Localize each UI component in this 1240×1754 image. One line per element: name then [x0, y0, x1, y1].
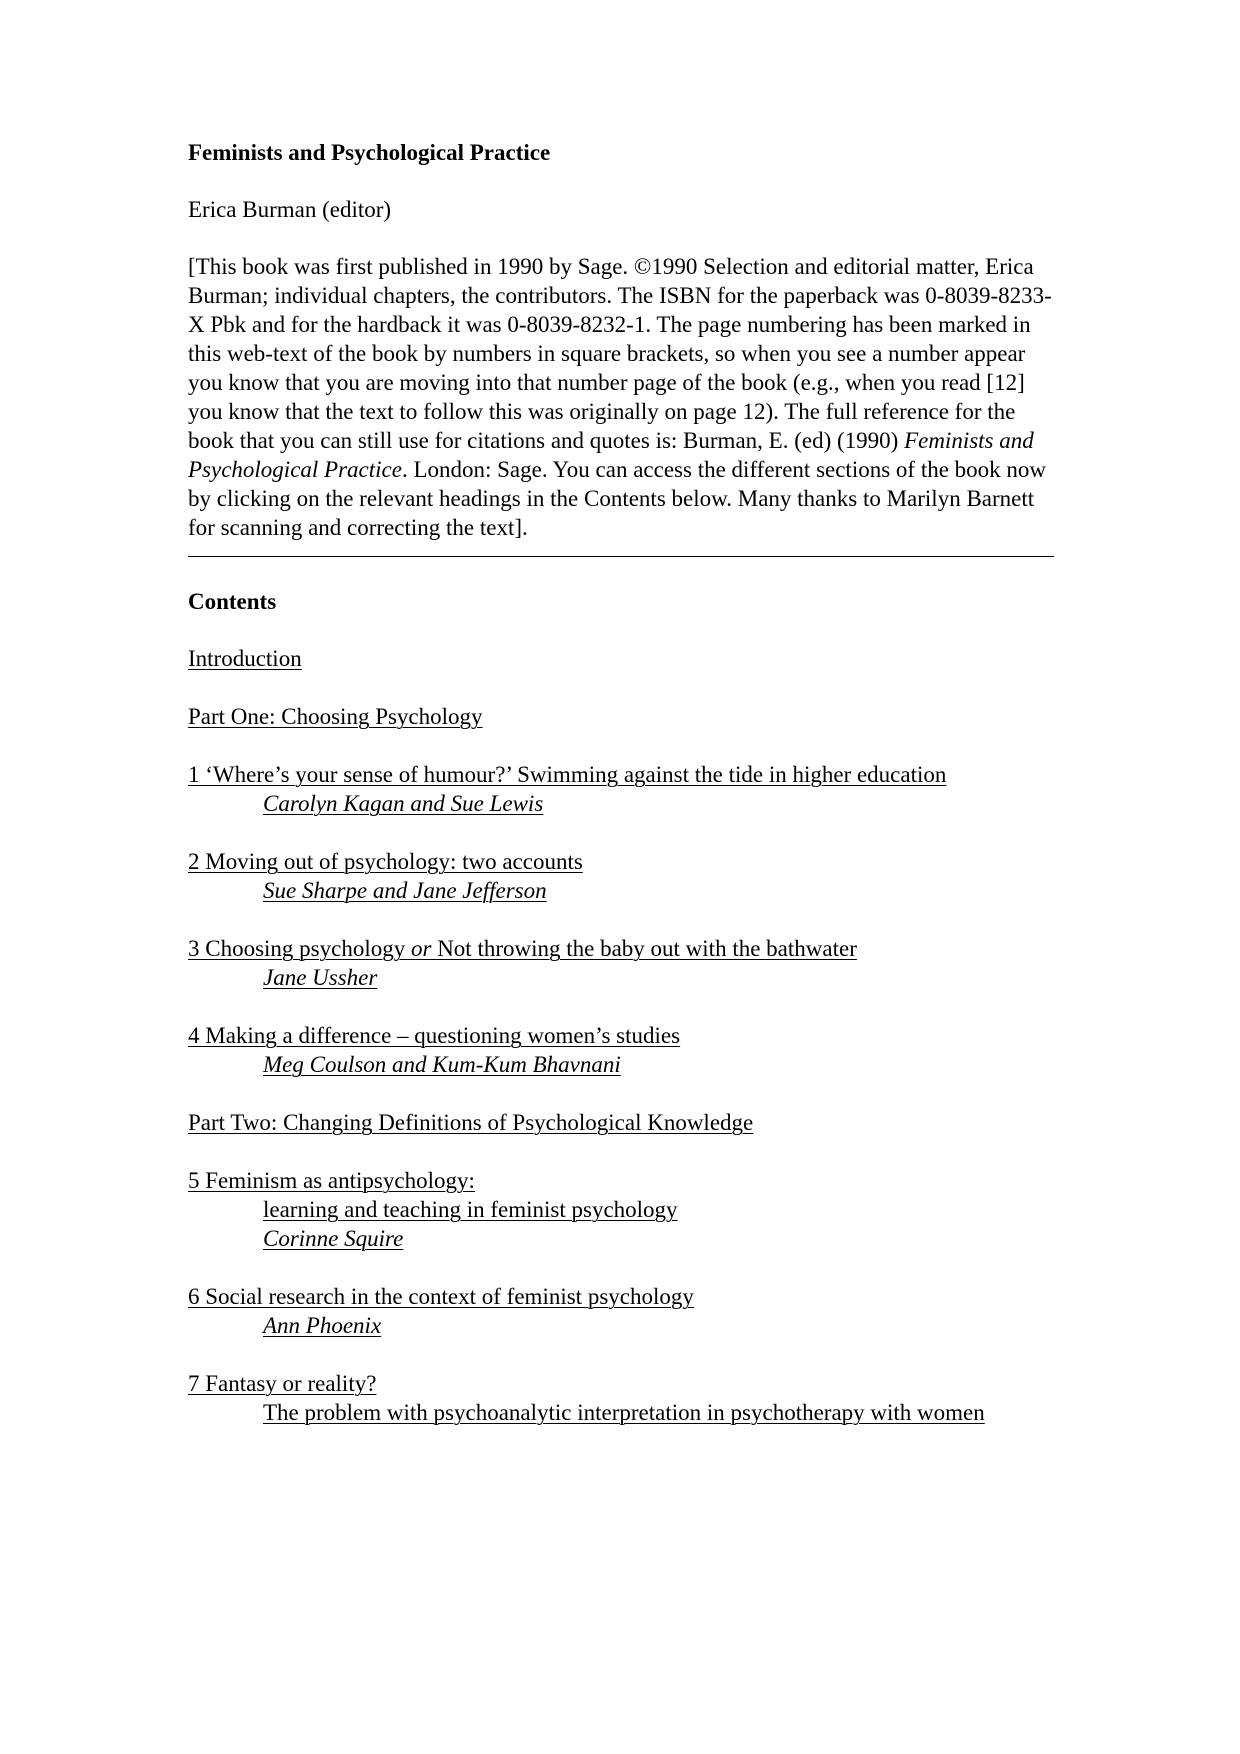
- toc-entry-chapter-1: [188, 760, 1054, 818]
- separator-line: [188, 556, 1054, 557]
- toc-link-chapter-3[interactable]: [188, 936, 857, 961]
- toc-authors-chapter-1[interactable]: Carolyn Kagan and Sue Lewis: [263, 791, 544, 816]
- toc-entry-chapter-4: [188, 1021, 1054, 1079]
- toc-entry-chapter-5: [188, 1166, 1054, 1253]
- toc-chapter-3-title-start: 3 Choosing psychology: [188, 936, 411, 961]
- intro-text-start: [This book was first published in 1990 by Sage. ©1990 Selection and editorial matter, Erica Burman; individual chapters, the contributors. The ISBN for the paperback was 0-8039-8233-X Pbk and for the hardback it was 0-8039-8232-1. The page numbering has been marked in this web-text of the book by numbers in square brackets, so when you see a number appear you know that you are moving into that number page of the book (e.g., when you read [12] you know that the text to follow this was originally on page 12). The full reference for the book that you can still use for citations and quotes is: Burman, E. (ed) (1990): [188, 254, 1052, 453]
- toc-link-part-one[interactable]: Part One: Choosing Psychology: [188, 704, 483, 729]
- toc-link-introduction[interactable]: Introduction: [188, 646, 302, 671]
- toc-link-chapter-1[interactable]: 1 ‘Where’s your sense of humour?’ Swimming against the tide in higher education: [188, 762, 947, 787]
- book-editor: Erica Burman (editor): [188, 197, 392, 222]
- toc-entry-part-two: [188, 1108, 1054, 1137]
- intro-paragraph: [188, 252, 1054, 542]
- toc-entry-part-one: [188, 702, 1054, 731]
- book-title: Feminists and Psychological Practice: [188, 140, 551, 165]
- toc-authors-chapter-6[interactable]: Ann Phoenix: [263, 1313, 382, 1338]
- toc-authors-chapter-3[interactable]: Jane Ussher: [263, 965, 378, 990]
- toc-authors-chapter-2[interactable]: Sue Sharpe and Jane Jefferson: [263, 878, 547, 903]
- toc-chapter-3-or: or: [410, 936, 432, 961]
- intro-text-end: . London: Sage. You can access the different sections of the book now by clicking on the relevant headings in the Contents below. Many thanks to Marilyn Barnett for scanning and correcting the text].: [188, 457, 1047, 540]
- toc-entry-introduction: [188, 644, 1054, 673]
- contents-heading: Contents: [188, 589, 277, 614]
- intro-book-title: Feminists and Psychological Practice: [188, 428, 1034, 482]
- toc-entry-chapter-2: [188, 847, 1054, 905]
- toc-entry-chapter-3: [188, 934, 1054, 992]
- toc-entry-chapter-7: [188, 1369, 1054, 1427]
- toc-chapter-3-title-end: Not throwing the baby out with the bathwater: [431, 936, 857, 961]
- toc-link-chapter-7[interactable]: 7 Fantasy or reality?: [188, 1371, 377, 1396]
- toc-authors-chapter-5[interactable]: Corinne Squire: [263, 1226, 404, 1251]
- toc-subtitle-chapter-5[interactable]: learning and teaching in feminist psychology: [263, 1197, 678, 1222]
- toc-subtitle-chapter-7[interactable]: The problem with psychoanalytic interpretation in psychotherapy with women: [263, 1400, 985, 1425]
- toc-link-chapter-5[interactable]: 5 Feminism as antipsychology:: [188, 1168, 475, 1193]
- toc-link-chapter-2[interactable]: 2 Moving out of psychology: two accounts: [188, 849, 583, 874]
- toc-entry-chapter-6: [188, 1282, 1054, 1340]
- toc-link-chapter-4[interactable]: 4 Making a difference – questioning women’s studies: [188, 1023, 681, 1048]
- toc-link-chapter-6[interactable]: 6 Social research in the context of feminist psychology: [188, 1284, 694, 1309]
- document-page: [188, 138, 1054, 1456]
- toc-authors-chapter-4[interactable]: Meg Coulson and Kum-Kum Bhavnani: [263, 1052, 621, 1077]
- toc-link-part-two[interactable]: Part Two: Changing Definitions of Psychological Knowledge: [188, 1110, 754, 1135]
